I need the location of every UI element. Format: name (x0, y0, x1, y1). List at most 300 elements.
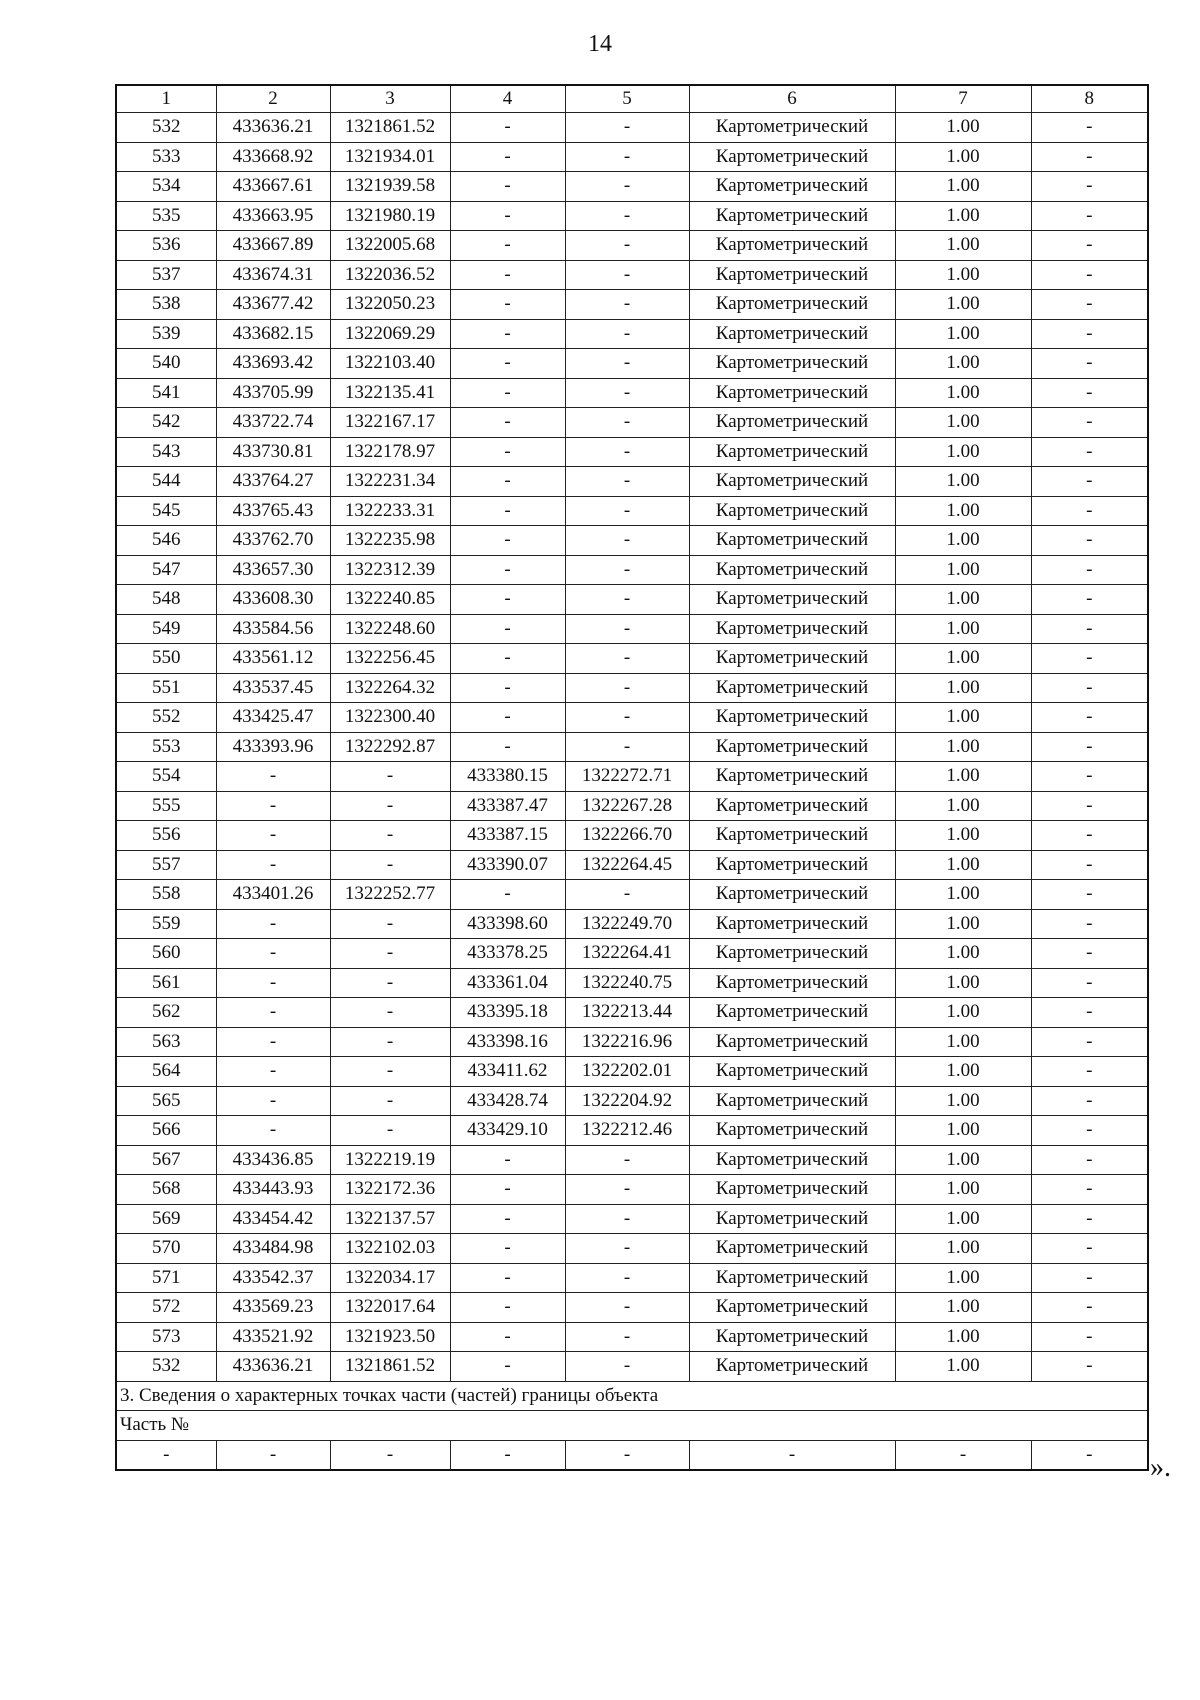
table-cell: 433429.10 (450, 1116, 565, 1146)
column-header: 1 (116, 85, 216, 113)
table-cell: 433436.85 (216, 1145, 330, 1175)
table-cell: - (1031, 1440, 1148, 1470)
part-label-row (116, 1411, 1148, 1441)
table-cell: 433398.16 (450, 1027, 565, 1057)
table-cell: 433667.89 (216, 231, 330, 261)
table-cell: - (216, 1027, 330, 1057)
table-cell: - (1031, 673, 1148, 703)
table-row (116, 1086, 1148, 1116)
table-cell: 1.00 (895, 850, 1031, 880)
table-cell: - (450, 290, 565, 320)
table-cell: - (450, 467, 565, 497)
table-cell: - (450, 260, 565, 290)
table-cell: Картометрический (689, 349, 895, 379)
table-header-row (116, 85, 1148, 113)
table-cell: 1322252.77 (330, 880, 450, 910)
table-cell: Картометрический (689, 614, 895, 644)
table-cell: Картометрический (689, 1204, 895, 1234)
table-cell: 433569.23 (216, 1293, 330, 1323)
table-cell: - (565, 1440, 689, 1470)
table-cell: - (1031, 437, 1148, 467)
table-cell: - (450, 1145, 565, 1175)
table-cell: 1.00 (895, 1352, 1031, 1382)
table-cell: - (1031, 467, 1148, 497)
table-cell: 433682.15 (216, 319, 330, 349)
table-cell: 1321939.58 (330, 172, 450, 202)
table-cell: 532 (116, 1352, 216, 1382)
table-cell: - (330, 939, 450, 969)
table-row (116, 614, 1148, 644)
table-cell: 540 (116, 349, 216, 379)
table-cell: Картометрический (689, 1027, 895, 1057)
table-cell: Картометрический (689, 644, 895, 674)
table-cell: - (565, 1204, 689, 1234)
table-cell: 433764.27 (216, 467, 330, 497)
table-cell: 1322292.87 (330, 732, 450, 762)
table-cell: - (1031, 644, 1148, 674)
table-cell: 570 (116, 1234, 216, 1264)
table-cell: Картометрический (689, 319, 895, 349)
table-cell: - (565, 142, 689, 172)
table-cell: 433398.60 (450, 909, 565, 939)
table-cell: 1322267.28 (565, 791, 689, 821)
table-row (116, 437, 1148, 467)
table-cell: 433428.74 (450, 1086, 565, 1116)
table-cell: Картометрический (689, 998, 895, 1028)
table-cell: 1322036.52 (330, 260, 450, 290)
table-cell: 1.00 (895, 614, 1031, 644)
table-cell: - (1031, 113, 1148, 143)
table-cell: - (565, 526, 689, 556)
table-cell: - (1031, 1322, 1148, 1352)
table-cell: 546 (116, 526, 216, 556)
table-row (116, 113, 1148, 143)
table-cell: 1.00 (895, 319, 1031, 349)
table-cell: - (450, 378, 565, 408)
table-cell: - (450, 1322, 565, 1352)
table-cell: - (565, 349, 689, 379)
table-cell: - (1031, 880, 1148, 910)
table-row (116, 526, 1148, 556)
table-row (116, 998, 1148, 1028)
table-row-empty (116, 1440, 1148, 1470)
table-cell: - (689, 1440, 895, 1470)
table-cell: - (450, 644, 565, 674)
table-cell: - (1031, 349, 1148, 379)
table-cell: - (565, 319, 689, 349)
table-cell: 1.00 (895, 821, 1031, 851)
table-cell: - (450, 1440, 565, 1470)
table-row (116, 1204, 1148, 1234)
table-row (116, 909, 1148, 939)
table-cell: - (450, 1293, 565, 1323)
table-row (116, 231, 1148, 261)
table-cell: 1322135.41 (330, 378, 450, 408)
table-cell: 1322050.23 (330, 290, 450, 320)
table-cell: 533 (116, 142, 216, 172)
table-cell: - (216, 909, 330, 939)
table-cell: - (565, 437, 689, 467)
table-cell: 1.00 (895, 349, 1031, 379)
table-cell: - (1031, 496, 1148, 526)
column-header: 7 (895, 85, 1031, 113)
table-cell: - (565, 644, 689, 674)
table-cell: 573 (116, 1322, 216, 1352)
table-cell: 1322005.68 (330, 231, 450, 261)
table-cell: 1322103.40 (330, 349, 450, 379)
table-cell: Картометрический (689, 1145, 895, 1175)
table-cell: 564 (116, 1057, 216, 1087)
table-cell: - (450, 1234, 565, 1264)
table-cell: - (565, 555, 689, 585)
table-row (116, 1027, 1148, 1057)
table-cell: 433693.42 (216, 349, 330, 379)
table-cell: 1321934.01 (330, 142, 450, 172)
table-cell: 433411.62 (450, 1057, 565, 1087)
table-cell: 433537.45 (216, 673, 330, 703)
table-cell: Картометрический (689, 1263, 895, 1293)
table-cell: 433390.07 (450, 850, 565, 880)
table-cell: Картометрический (689, 762, 895, 792)
table-cell: 1322235.98 (330, 526, 450, 556)
table-cell: Картометрический (689, 732, 895, 762)
table-cell: Картометрический (689, 850, 895, 880)
table-cell: - (450, 408, 565, 438)
table-cell: - (1031, 703, 1148, 733)
table-cell: - (1031, 1027, 1148, 1057)
table-cell: 553 (116, 732, 216, 762)
table-cell: 1.00 (895, 1086, 1031, 1116)
table-cell: 569 (116, 1204, 216, 1234)
table-cell: 551 (116, 673, 216, 703)
table-cell: Картометрический (689, 939, 895, 969)
table-cell: 1.00 (895, 1204, 1031, 1234)
table-cell: 1322069.29 (330, 319, 450, 349)
table-cell: 1322233.31 (330, 496, 450, 526)
table-cell: 1321923.50 (330, 1322, 450, 1352)
table-cell: Картометрический (689, 1293, 895, 1323)
table-cell: 1322312.39 (330, 555, 450, 585)
table-row (116, 1352, 1148, 1382)
table-row (116, 703, 1148, 733)
table-cell: 1322266.70 (565, 821, 689, 851)
table-cell: 1322231.34 (330, 467, 450, 497)
table-cell: 433705.99 (216, 378, 330, 408)
table-cell: - (1031, 968, 1148, 998)
table-cell: 571 (116, 1263, 216, 1293)
table-row (116, 1263, 1148, 1293)
table-cell: - (330, 968, 450, 998)
table-cell: - (1031, 1086, 1148, 1116)
table-cell: Картометрический (689, 673, 895, 703)
table-cell: - (1031, 1263, 1148, 1293)
table-cell: 1322167.17 (330, 408, 450, 438)
table-row (116, 349, 1148, 379)
table-cell: 559 (116, 909, 216, 939)
table-cell: 1.00 (895, 968, 1031, 998)
table-cell: 1.00 (895, 762, 1031, 792)
table-cell: - (1031, 1204, 1148, 1234)
table-cell: 550 (116, 644, 216, 674)
table-cell: 1.00 (895, 909, 1031, 939)
table-cell: - (1031, 1057, 1148, 1087)
table-cell: - (450, 201, 565, 231)
table-cell: - (330, 998, 450, 1028)
table-cell: 1.00 (895, 939, 1031, 969)
table-cell: - (1031, 319, 1148, 349)
table-cell: Картометрический (689, 1175, 895, 1205)
table-cell: 433584.56 (216, 614, 330, 644)
table-cell: - (330, 1027, 450, 1057)
table-cell: 1.00 (895, 231, 1031, 261)
closing-quote-mark: ». (1150, 1452, 1171, 1483)
table-cell: 1.00 (895, 260, 1031, 290)
table-cell: - (450, 319, 565, 349)
table-cell: 1322172.36 (330, 1175, 450, 1205)
table-cell: - (216, 850, 330, 880)
table-row (116, 850, 1148, 880)
table-row (116, 673, 1148, 703)
table-cell: Картометрический (689, 555, 895, 585)
table-cell: - (330, 1086, 450, 1116)
table-cell: - (1031, 821, 1148, 851)
table-cell: - (330, 1116, 450, 1146)
table-cell: - (1031, 998, 1148, 1028)
table-cell: 1322202.01 (565, 1057, 689, 1087)
table-cell: - (1031, 1175, 1148, 1205)
table-cell: - (1031, 378, 1148, 408)
table-cell: 1322249.70 (565, 909, 689, 939)
table-cell: 433521.92 (216, 1322, 330, 1352)
table-cell: - (450, 732, 565, 762)
table-cell: 558 (116, 880, 216, 910)
table-cell: 433542.37 (216, 1263, 330, 1293)
table-row (116, 408, 1148, 438)
table-row (116, 260, 1148, 290)
table-cell: - (1031, 1352, 1148, 1382)
table-cell: - (116, 1440, 216, 1470)
table-cell: - (1031, 231, 1148, 261)
table-cell: - (216, 791, 330, 821)
table-cell: - (330, 762, 450, 792)
table-cell: 1.00 (895, 1027, 1031, 1057)
table-cell: 565 (116, 1086, 216, 1116)
table-cell: - (216, 762, 330, 792)
table-cell: 1322240.85 (330, 585, 450, 615)
table-row (116, 762, 1148, 792)
table-row (116, 1322, 1148, 1352)
table-cell: - (330, 850, 450, 880)
table-cell: - (1031, 408, 1148, 438)
table-row (116, 791, 1148, 821)
table-cell: 568 (116, 1175, 216, 1205)
table-cell: 1322213.44 (565, 998, 689, 1028)
table-cell: - (1031, 732, 1148, 762)
table-cell: 1.00 (895, 998, 1031, 1028)
section-title-row (116, 1381, 1148, 1411)
table-cell: 433722.74 (216, 408, 330, 438)
table-cell: 1.00 (895, 673, 1031, 703)
table-cell: 433657.30 (216, 555, 330, 585)
table-cell: 1321861.52 (330, 1352, 450, 1382)
table-cell: 544 (116, 467, 216, 497)
table-cell: - (450, 703, 565, 733)
section-title: 3. Сведения о характерных точках части (частей) границы объекта (116, 1381, 1148, 1411)
table-cell: - (565, 1263, 689, 1293)
table-row (116, 467, 1148, 497)
table-cell: - (565, 732, 689, 762)
table-cell: 1322137.57 (330, 1204, 450, 1234)
table-cell: - (565, 673, 689, 703)
table-cell: - (565, 496, 689, 526)
table-cell: 433395.18 (450, 998, 565, 1028)
table-cell: Картометрический (689, 909, 895, 939)
table-cell: Картометрический (689, 1352, 895, 1382)
table-cell: 1.00 (895, 732, 1031, 762)
table-cell: Картометрический (689, 290, 895, 320)
table-cell: 433443.93 (216, 1175, 330, 1205)
table-cell: - (450, 142, 565, 172)
table-cell: 562 (116, 998, 216, 1028)
table-cell: - (1031, 762, 1148, 792)
table-cell: 433762.70 (216, 526, 330, 556)
table-cell: 1322219.19 (330, 1145, 450, 1175)
table-cell: 547 (116, 555, 216, 585)
table-cell: 1321980.19 (330, 201, 450, 231)
table-cell: - (565, 201, 689, 231)
table-cell: 538 (116, 290, 216, 320)
table-row (116, 1116, 1148, 1146)
table-cell: 1.00 (895, 1175, 1031, 1205)
table-cell: 1322264.32 (330, 673, 450, 703)
table-cell: 542 (116, 408, 216, 438)
table-cell: 563 (116, 1027, 216, 1057)
table-cell: Картометрический (689, 821, 895, 851)
table-cell: - (1031, 172, 1148, 202)
table-row (116, 732, 1148, 762)
table-cell: 1322264.41 (565, 939, 689, 969)
table-cell: 1.00 (895, 555, 1031, 585)
table-cell: - (565, 113, 689, 143)
table-cell: - (216, 968, 330, 998)
table-cell: - (1031, 290, 1148, 320)
table-cell: 567 (116, 1145, 216, 1175)
table-cell: - (565, 1322, 689, 1352)
table-cell: 534 (116, 172, 216, 202)
table-cell: Картометрический (689, 1116, 895, 1146)
table-cell: 433667.61 (216, 172, 330, 202)
table-cell: 433636.21 (216, 1352, 330, 1382)
part-label: Часть № (116, 1411, 1148, 1441)
table-cell: - (450, 1175, 565, 1205)
table-cell: - (1031, 555, 1148, 585)
table-cell: - (565, 1293, 689, 1323)
table-cell: - (565, 467, 689, 497)
table-cell: 433677.42 (216, 290, 330, 320)
column-header: 5 (565, 85, 689, 113)
table-cell: 554 (116, 762, 216, 792)
table-cell: - (450, 1263, 565, 1293)
table-cell: 1.00 (895, 791, 1031, 821)
table-row (116, 142, 1148, 172)
table-cell: - (450, 585, 565, 615)
table-cell: - (216, 1057, 330, 1087)
table-cell: 1.00 (895, 201, 1031, 231)
table-cell: 1.00 (895, 1116, 1031, 1146)
table-cell: - (450, 113, 565, 143)
table-cell: - (565, 231, 689, 261)
table-row (116, 319, 1148, 349)
table-cell: 552 (116, 703, 216, 733)
table-cell: - (450, 231, 565, 261)
table-cell: Картометрический (689, 496, 895, 526)
table-cell: - (1031, 939, 1148, 969)
table-row (116, 496, 1148, 526)
table-cell: 1.00 (895, 1293, 1031, 1323)
table-row (116, 1175, 1148, 1205)
table-cell: 1322034.17 (330, 1263, 450, 1293)
table-cell: 1322240.75 (565, 968, 689, 998)
table-cell: 1.00 (895, 1263, 1031, 1293)
table-cell: 566 (116, 1116, 216, 1146)
table-cell: - (565, 703, 689, 733)
table-row (116, 290, 1148, 320)
table-cell: 1322300.40 (330, 703, 450, 733)
table-cell: 433425.47 (216, 703, 330, 733)
table-cell: 1.00 (895, 1234, 1031, 1264)
table-cell: - (450, 614, 565, 644)
table-cell: 1.00 (895, 378, 1031, 408)
table-row (116, 378, 1148, 408)
table-cell: 433378.25 (450, 939, 565, 969)
column-header: 2 (216, 85, 330, 113)
table-cell: - (1031, 585, 1148, 615)
table-row (116, 880, 1148, 910)
table-cell: - (450, 349, 565, 379)
table-cell: - (330, 1440, 450, 1470)
table-cell: Картометрический (689, 378, 895, 408)
table-cell: - (450, 172, 565, 202)
table-cell: 1.00 (895, 172, 1031, 202)
table-cell: Картометрический (689, 467, 895, 497)
table-cell: - (450, 496, 565, 526)
table-cell: 545 (116, 496, 216, 526)
table-cell: 1.00 (895, 526, 1031, 556)
table-cell: 539 (116, 319, 216, 349)
table-row (116, 821, 1148, 851)
table-cell: - (1031, 1293, 1148, 1323)
table-cell: - (565, 260, 689, 290)
table-row (116, 1057, 1148, 1087)
table-cell: Картометрический (689, 113, 895, 143)
table-cell: - (216, 1116, 330, 1146)
table-cell: 1.00 (895, 585, 1031, 615)
table-cell: 1321861.52 (330, 113, 450, 143)
table-cell: Картометрический (689, 201, 895, 231)
table-cell: Картометрический (689, 142, 895, 172)
table-row (116, 172, 1148, 202)
table-cell: - (450, 880, 565, 910)
table-cell: - (450, 673, 565, 703)
table-cell: - (216, 1086, 330, 1116)
table-cell: - (450, 555, 565, 585)
table-cell: Картометрический (689, 231, 895, 261)
table-cell: 555 (116, 791, 216, 821)
table-cell: 433401.26 (216, 880, 330, 910)
page-number: 14 (588, 31, 612, 57)
table-cell: 433730.81 (216, 437, 330, 467)
table-cell: 1.00 (895, 408, 1031, 438)
